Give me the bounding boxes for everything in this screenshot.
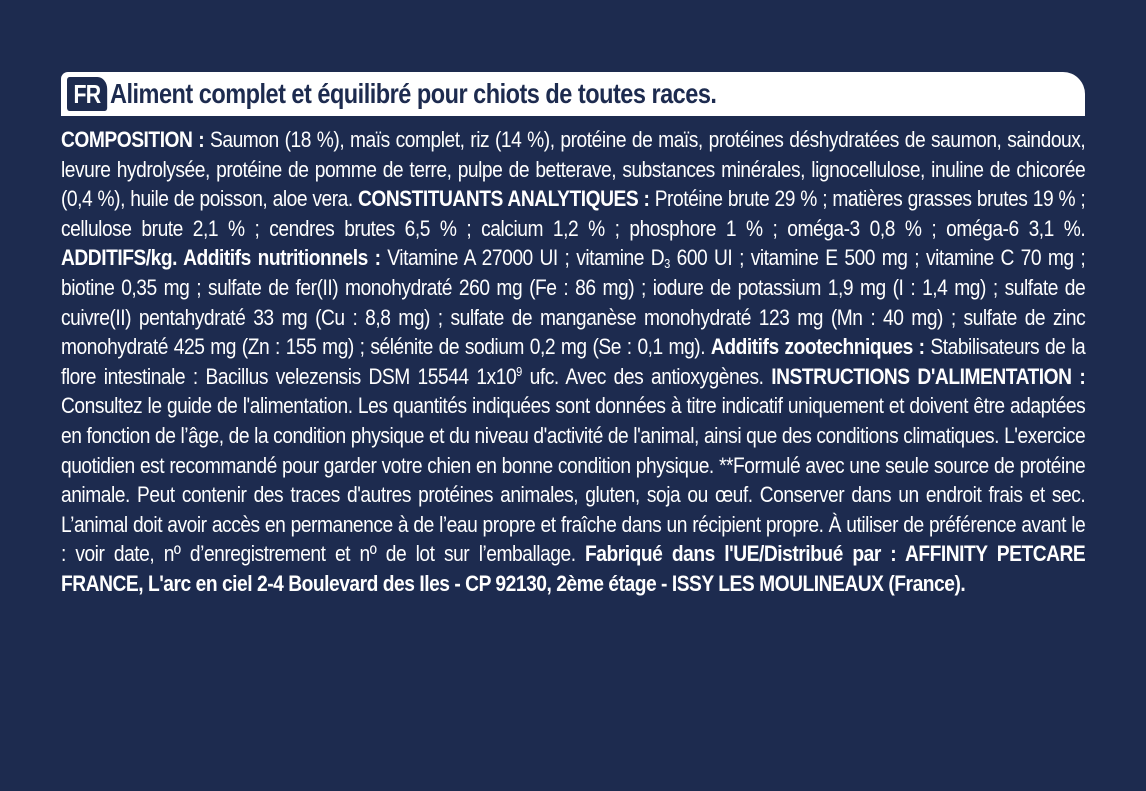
additives-text-b: 600 UI ; vitamine E 500 mg ; vitamine C 70 mg ; biotine 0,35 mg ; sulfate de fer(II) monohydraté 260 mg (Fe : 86 mg) ; iodure de potassium 1,9 mg (I : 1,4 mg) ; sulfate de cuivre(II) pentahydraté 33 mg (Cu : 8,8 mg) ; sulfate de manganèse monohydraté 123 mg (Mn : 40 mg) ; sulfate de zinc monohydraté 425 mg (Zn : 155 mg) ; sélénite de sodium 0,2 mg (Se : 0,1 mg). bbox=[61, 245, 1086, 360]
language-badge: FR bbox=[67, 77, 107, 111]
feeding-label: INSTRUCTIONS D'ALIMENTATION : bbox=[771, 363, 1086, 389]
vitamin-d-subscript: 3 bbox=[664, 256, 670, 272]
zootechnical-label: Additifs zootechniques : bbox=[710, 334, 925, 360]
zootechnical-text-a: Stabilisateurs de la flore intestinale : Bacillus velezensis DSM 15544 1x10 bbox=[61, 334, 1086, 389]
product-label bbox=[61, 72, 1085, 599]
additives-text-a: Vitamine A 27000 UI ; vitamine D bbox=[380, 245, 665, 271]
analytical-label: CONSTITUANTS ANALYTIQUES : bbox=[358, 186, 650, 212]
composition-text: Saumon (18 %), maïs complet, riz (14 %), protéine de maïs, protéines déshydratées de saumon, saindoux, levure hydrolysée, protéine de pomme de terre, pulpe de betterave, substances minérales, lignocellulose, inuline de chicorée (0,4 %), huile de poisson, aloe vera. bbox=[61, 127, 1086, 212]
manufacturer-text: Fabriqué dans l'UE/Distribué par : AFFINITY PETCARE FRANCE, L'arc en ciel 2-4 Boulevard des Iles - CP 92130, 2ème étage - ISSY LES MOULINEAUX (France). bbox=[61, 541, 1086, 596]
feeding-text: Consultez le guide de l'alimentation. Les quantités indiquées sont données à titre indicatif uniquement et doivent être adaptées en fonction de l’âge, de la condition physique et du niveau d'activité de l'animal, ainsi que des conditions climatiques. L'exercice quotidien est recommandé pour garder votre chien en bonne condition physique. **Formulé avec une seule source de protéine animale. Peut contenir des traces d'autres protéines animales, gluten, soja ou œuf. Conserver dans un endroit frais et sec. L’animal doit avoir accès en permanence à de l’eau propre et fraîche dans un récipient propre. À utiliser de préférence avant le : voir date, nº d’enregistrement et nº de lot sur l’emballage. bbox=[61, 393, 1086, 567]
exponent-superscript: 9 bbox=[516, 363, 522, 379]
zootechnical-text-b: ufc. Avec des antioxygènes. bbox=[521, 363, 772, 389]
ingredients-text bbox=[61, 125, 1085, 599]
label-title: Aliment complet et équilibré pour chiots de toutes races. bbox=[109, 78, 717, 109]
composition-label: COMPOSITION : bbox=[61, 127, 205, 152]
analytical-text: Protéine brute 29 % ; matières grasses brutes 19 % ; cellulose brute 2,1 % ; cendres brutes 6,5 % ; calcium 1,2 % ; phosphore 1 % ; oméga-3 0,8 % ; oméga-6 3,1 %. bbox=[61, 186, 1086, 241]
label-header bbox=[61, 72, 1085, 116]
additives-label: ADDITIFS/kg. Additifs nutritionnels : bbox=[61, 245, 381, 271]
